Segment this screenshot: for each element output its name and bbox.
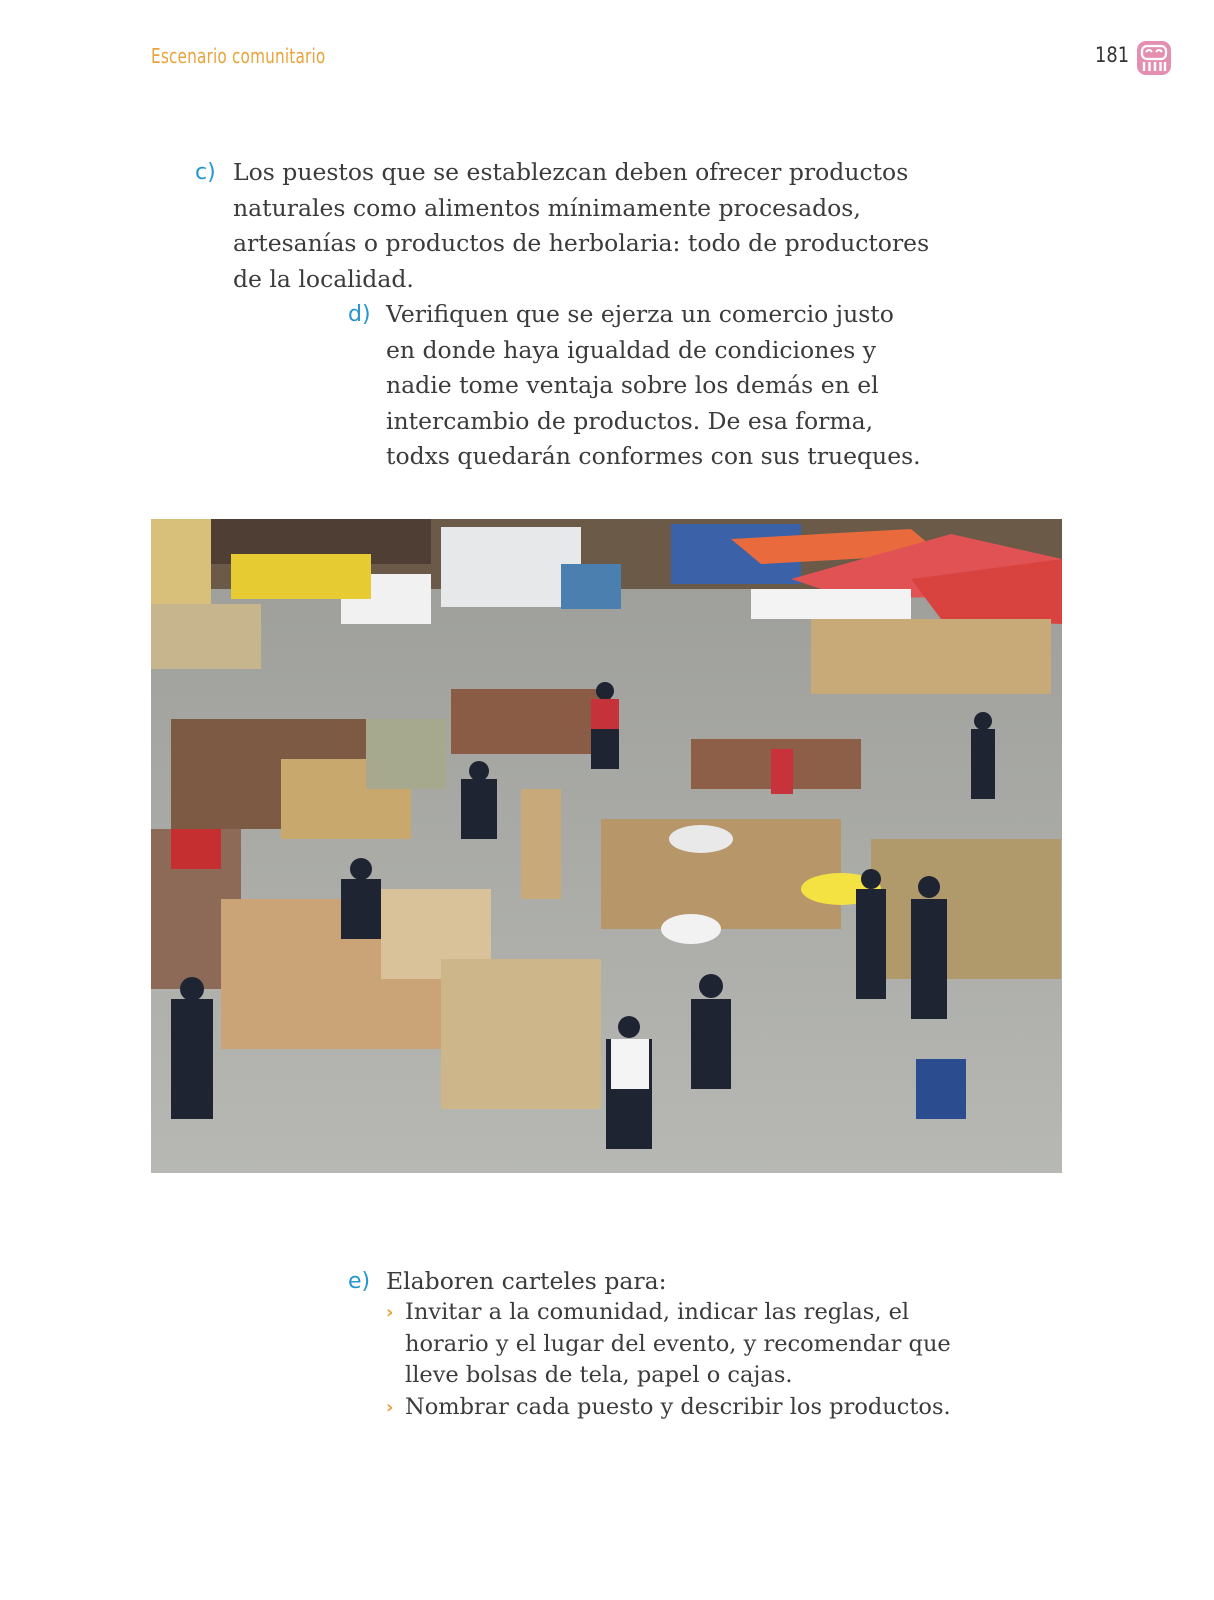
text-line: Invitar a la comunidad, indicar las reglas, el: [405, 1299, 910, 1325]
text-line: Los puestos que se establezcan deben ofrecer productos: [233, 158, 909, 186]
text-line: lleve bolsas de tela, papel o cajas.: [405, 1362, 793, 1388]
text-line: naturales como alimentos mínimamente procesados,: [233, 193, 861, 222]
bullet-chevron-icon: ›: [386, 1302, 394, 1323]
list-marker-e: e): [348, 1269, 371, 1294]
market-photo-illustration: [151, 519, 1062, 1173]
section-title: Escenario comunitario: [151, 44, 326, 68]
list-marker-c: c): [195, 160, 216, 185]
text-line: todxs quedarán conformes con sus trueques.: [386, 442, 921, 470]
text-line: intercambio de productos. De esa forma,: [386, 406, 874, 435]
page-number: 181: [1095, 43, 1130, 67]
text-line: Verifiquen que se ejerza un comercio justo: [386, 300, 894, 328]
text-line: de la localidad.: [233, 264, 414, 293]
sub-item-invite: [386, 1297, 951, 1392]
list-item-e: [348, 1264, 667, 1300]
text-line: artesanías o productos de herbolaria: todo de productores: [233, 229, 930, 257]
text-line: Elaboren carteles para:: [386, 1267, 667, 1295]
text-line: horario y el lugar del evento, y recomendar que: [405, 1330, 951, 1357]
sub-item-name-stalls: [386, 1392, 951, 1424]
text-line: nadie tome ventaja sobre los demás en el: [386, 371, 879, 399]
text-line: en donde haya igualdad de condiciones y: [386, 335, 877, 364]
text-line: Nombrar cada puesto y describir los productos.: [405, 1394, 951, 1420]
list-item-c: [195, 155, 930, 297]
open-air-market-photo: [151, 519, 1062, 1173]
mesoamerican-glyph-icon: [1136, 40, 1172, 76]
list-item-d: [348, 297, 921, 475]
bullet-chevron-icon: ›: [386, 1397, 394, 1418]
list-marker-d: d): [348, 302, 371, 327]
